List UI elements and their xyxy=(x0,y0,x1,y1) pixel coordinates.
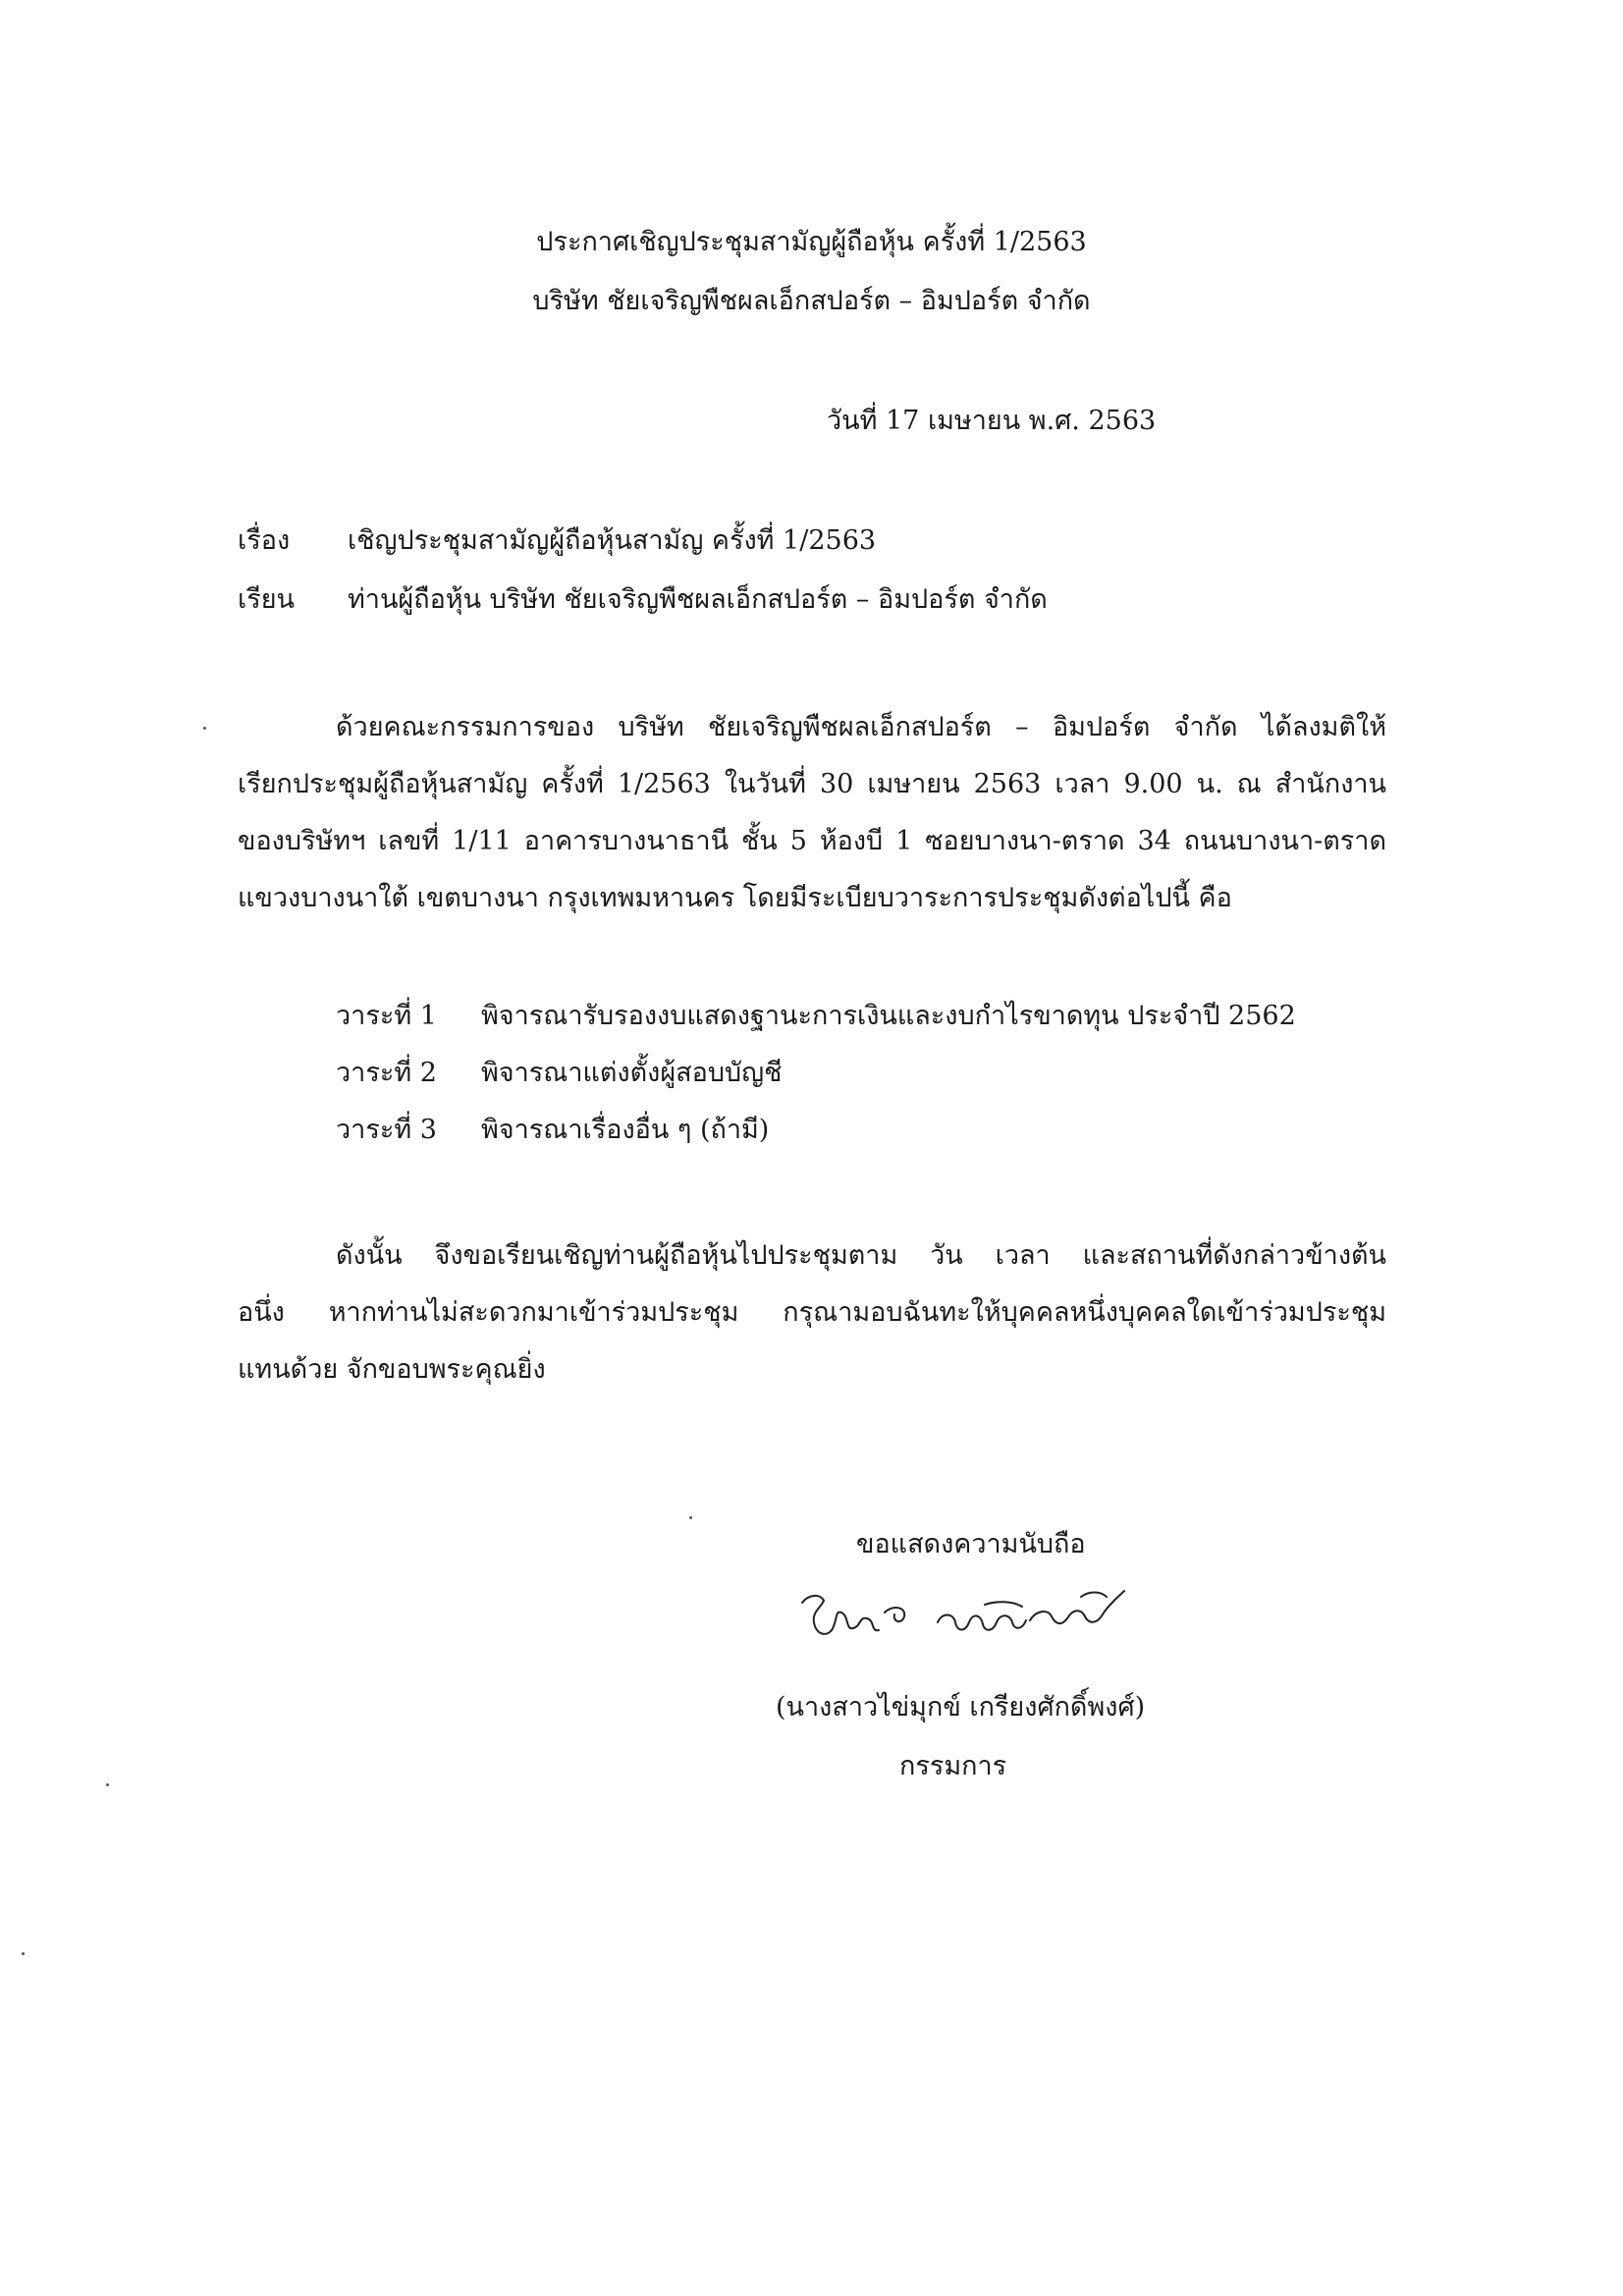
scan-speck xyxy=(22,1952,25,1955)
agenda-number: วาระที่ 1 xyxy=(336,1001,437,1031)
paragraph-2-line-1: ดังนั้น จึงขอเรียนเชิญท่านผู้ถือหุ้นไปประชุมตาม วัน เวลา และสถานที่ดังกล่าวข้างต้น xyxy=(336,1240,1386,1271)
agenda-text: พิจารณาเรื่องอื่น ๆ (ถ้ามี) xyxy=(481,1115,770,1145)
header-title-line-1: ประกาศเชิญประชุมสามัญผู้ถือหุ้น ครั้งที่ 1/2563 xyxy=(536,227,1087,257)
agenda-item xyxy=(336,1057,782,1090)
paragraph-2-line-3: แทนด้วย จักขอบพระคุณยิ่ง xyxy=(238,1354,546,1385)
scan-speck xyxy=(106,1783,109,1786)
scan-speck xyxy=(203,727,206,730)
recipient-label: เรียน xyxy=(238,584,296,615)
scan-speck xyxy=(689,1516,692,1519)
signer-name: (นางสาวไข่มุกข์ เกรียงศักดิ์พงศ์) xyxy=(776,1692,1146,1722)
agenda-number: วาระที่ 3 xyxy=(336,1115,437,1145)
subject-text: เชิญประชุมสามัญผู้ถือหุ้นสามัญ ครั้งที่ 1/2563 xyxy=(348,525,877,556)
agenda-number: วาระที่ 2 xyxy=(336,1058,437,1088)
agenda-text: พิจารณารับรองงบแสดงฐานะการเงินและงบกำไรขาดทุน ประจำปี 2562 xyxy=(481,1001,1296,1031)
recipient-text: ท่านผู้ถือหุ้น บริษัท ชัยเจริญพืชผลเอ็กสปอร์ต – อิมปอร์ต จำกัด xyxy=(348,584,1048,615)
recipient-row xyxy=(238,583,1048,617)
agenda-text: พิจารณาแต่งตั้งผู้สอบบัญชี xyxy=(481,1058,783,1088)
handwritten-signature xyxy=(790,1583,1144,1671)
signer-title: กรรมการ xyxy=(899,1751,1007,1781)
paragraph-2-line-2: อนึ่ง หากท่านไม่สะดวกมาเข้าร่วมประชุม กรุณามอบฉันทะให้บุคคลหนึ่งบุคคลใดเข้าร่วมประชุม xyxy=(238,1297,1386,1328)
subject-row xyxy=(238,524,876,558)
subject-label: เรื่อง xyxy=(238,525,291,556)
paragraph-1-line-1: ด้วยคณะกรรมการของ บริษัท ชัยเจริญพืชผลเอ็กสปอร์ต – อิมปอร์ต จำกัด ได้ลงมติให้ xyxy=(336,712,1386,742)
paragraph-1-line-4: แขวงบางนาใต้ เขตบางนา กรุงเทพมหานคร โดยมีระเบียบวาระการประชุมดังต่อไปนี้ คือ xyxy=(238,883,1232,913)
closing-regards: ขอแสดงความนับถือ xyxy=(856,1529,1086,1559)
paragraph-1-line-2: เรียกประชุมผู้ถือหุ้นสามัญ ครั้งที่ 1/2563 ในวันที่ 30 เมษายน 2563 เวลา 9.00 น. ณ สำนักงาน xyxy=(238,769,1386,799)
agenda-item xyxy=(336,1114,769,1147)
letter-date: วันที่ 17 เมษายน พ.ศ. 2563 xyxy=(827,406,1157,436)
paragraph-1-line-3: ของบริษัทฯ เลขที่ 1/11 อาคารบางนาธานี ชั้น 5 ห้องบี 1 ซอยบางนา-ตราด 34 ถนนบางนา-ตราด xyxy=(238,826,1386,856)
header-title-line-2: บริษัท ชัยเจริญพืชผลเอ็กสปอร์ต – อิมปอร์ต จำกัด xyxy=(532,286,1091,316)
agenda-item xyxy=(336,1000,1296,1033)
